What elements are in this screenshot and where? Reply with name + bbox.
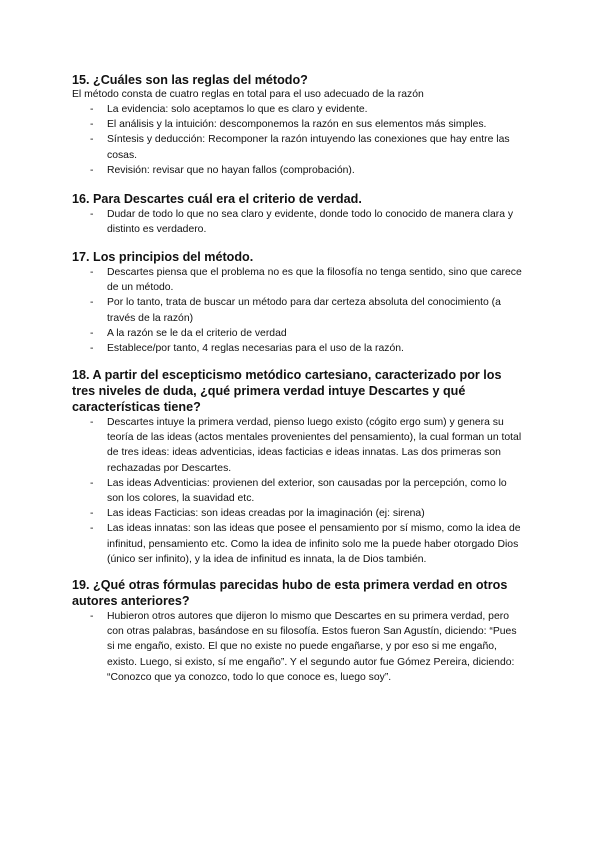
section-17 [72,249,522,356]
section-heading: 15. ¿Cuáles son las reglas del método? [72,73,308,87]
section-heading: 19. ¿Qué otras fórmulas parecidas hubo de esta primera verdad en otros autores anteriores? [72,578,508,608]
list-item [72,265,522,295]
list-item [72,476,522,506]
bullet-dash: - [90,209,94,220]
list-item-text: Síntesis y deducción: Recomponer la razón intuyendo las conexiones que hay entre las cosas. [107,134,510,161]
bullet-dash: - [90,164,94,176]
list-item-text: El análisis y la intuición: descomponemos la razón en sus elementos más simples. [107,119,487,131]
section-19 [72,577,522,685]
bullet-dash: - [90,327,94,339]
list-item [72,415,522,476]
bullet-dash: - [90,119,94,131]
bullet-dash: - [90,523,94,535]
list-item-text: Descartes intuye la primera verdad, pienso luego existo (cógito ergo sum) y genera su teoría de las ideas (actos mentales provenientes del pensamiento), la cual forman un total de tres ideas: ideas adventicias, ideas facticias e ideas innatas. Las dos primeras son rechazadas por Descartes. [107,417,522,474]
section-heading: 17. Los principios del método. [72,250,254,264]
list-item-text: Por lo tanto, trata de buscar un método para dar certeza absoluta del conocimiento (a través de la razón) [107,297,501,324]
list-item [72,132,522,162]
bullet-list [72,265,522,356]
list-item-text: Revisión: revisar que no hayan fallos (comprobación). [107,164,355,176]
bullet-dash: - [90,343,94,355]
list-item [72,341,522,356]
list-item-text: A la razón se le da el criterio de verdad [107,327,287,339]
list-item-text: Dudar de todo lo que no sea claro y evidente, donde todo lo conocido de manera clara y distinto es verdadero. [107,209,514,236]
bullet-dash: - [90,134,94,146]
list-item-text: Las ideas Facticias: son ideas creadas por la imaginación (ej: sirena) [107,508,425,520]
bullet-dash: - [90,297,94,309]
section-18 [72,367,522,567]
bullet-list [72,415,522,567]
section-16 [72,191,522,237]
bullet-list [72,207,522,237]
section-intro: El método consta de cuatro reglas en total para el uso adecuado de la razón [72,89,424,100]
list-item-text: Hubieron otros autores que dijeron lo mismo que Descartes en su primera verdad, pero con otras palabras, basándose en su filosofía. Estos fueron San Agustín, diciendo: “Pues si me engaño, existo. El que no existe no puede engañarse, y por eso si me engaño, existo. Luego, si existo, sí me engaño”. Y el segundo autor fue Gómez Pereira, diciendo: “Conozco que ya conozco, todo lo que conoce es, luego soy”. [107,611,517,683]
bullet-list [72,102,522,178]
list-item [72,102,522,117]
list-item-text: Las ideas innatas: son las ideas que posee el pensamiento por sí mismo, como la idea de infinitud, pensamiento etc. Como la idea de infinito solo me la puede haber otorgado Dios (único ser infinito), y la idea de infinitud es innata, la de Dios también. [107,523,521,565]
bullet-dash: - [90,611,94,622]
list-item [72,295,522,325]
bullet-list [72,609,522,685]
list-item-text: Las ideas Adventicias: provienen del exterior, son causadas por la percepción, como lo son los colores, la suavidad etc. [107,477,507,505]
bullet-dash: - [90,417,94,428]
list-item [72,163,522,178]
list-item [72,207,522,237]
section-heading: 16. Para Descartes cuál era el criterio de verdad. [72,192,362,206]
list-item [72,521,522,567]
list-item [72,506,522,521]
list-item [72,326,522,341]
list-item [72,609,522,685]
list-item-text: Establece/por tanto, 4 reglas necesarias para el uso de la razón. [107,343,404,355]
bullet-dash: - [90,267,94,278]
section-heading: 18. A partir del escepticismo metódico cartesiano, caracterizado por los tres niveles de duda, ¿qué primera verdad intuye Descartes y qué características tiene? [72,368,502,414]
bullet-dash: - [90,477,94,489]
section-15 [72,72,522,178]
bullet-dash: - [90,104,94,115]
list-item-text: La evidencia: solo aceptamos lo que es claro y evidente. [107,104,368,115]
list-item-text: Descartes piensa que el problema no es que la filosofía no tenga sentido, sino que carece de un método. [107,267,522,294]
list-item [72,117,522,132]
bullet-dash: - [90,508,94,520]
